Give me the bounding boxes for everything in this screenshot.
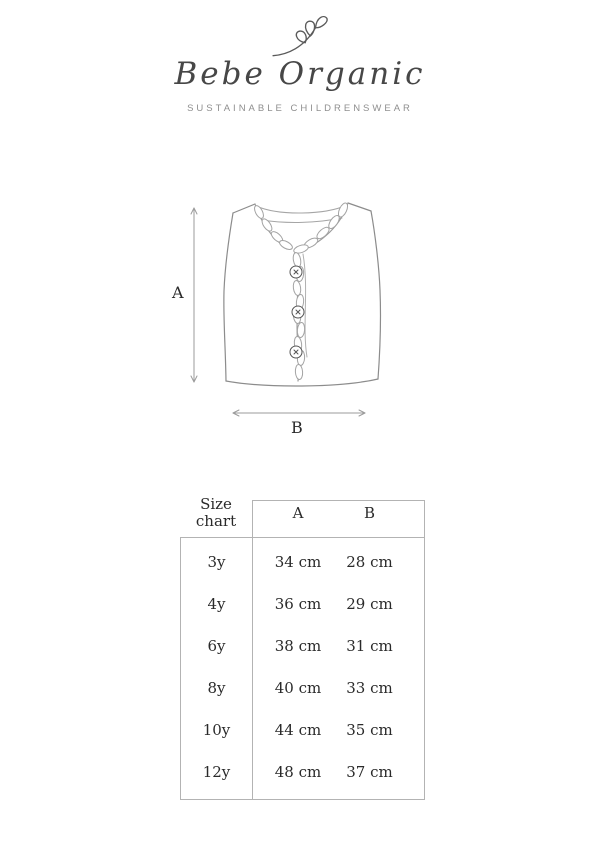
size-cell: 12y [202, 763, 231, 781]
brand-name: Bebe Organic [174, 56, 426, 92]
value-b-cell: 33 cm [346, 679, 393, 697]
measure-label-b: B [291, 418, 303, 437]
value-a-cell: 48 cm [274, 763, 322, 781]
column-header-a: A [292, 504, 304, 522]
table-row [181, 709, 425, 751]
size-chart-header-row [180, 489, 425, 537]
leaf-sprig-icon [271, 13, 329, 59]
value-a-cell: 38 cm [274, 637, 322, 655]
value-b-cell: 37 cm [346, 763, 393, 781]
garment-illustration [217, 195, 387, 395]
column-header-b: B [363, 504, 376, 522]
height-arrow-icon [188, 204, 200, 386]
size-chart-body [180, 537, 425, 800]
value-b-cell: 35 cm [346, 721, 393, 739]
measurement-diagram [0, 185, 600, 445]
brand-tagline: SUSTAINABLE CHILDRENSWEAR [187, 103, 413, 114]
value-a-cell: 34 cm [274, 553, 322, 571]
value-b-cell: 31 cm [346, 637, 393, 655]
value-a-cell: 44 cm [274, 721, 322, 739]
value-a-cell: 36 cm [274, 595, 322, 613]
size-cell: 3y [207, 553, 226, 571]
table-row [181, 751, 425, 793]
table-row [181, 625, 425, 667]
size-cell: 4y [207, 595, 226, 613]
table-row [181, 667, 425, 709]
value-b-cell: 29 cm [346, 595, 393, 613]
size-cell: 8y [207, 679, 226, 697]
table-row [181, 583, 425, 625]
size-cell: 6y [207, 637, 226, 655]
size-chart-title: Size chart [195, 494, 237, 530]
size-cell: 10y [202, 721, 231, 739]
measure-label-a: A [172, 283, 184, 302]
size-chart-table [180, 489, 425, 800]
column-divider-line [252, 537, 253, 800]
value-b-cell: 28 cm [346, 553, 393, 571]
table-row [181, 541, 425, 583]
value-a-cell: 40 cm [274, 679, 322, 697]
